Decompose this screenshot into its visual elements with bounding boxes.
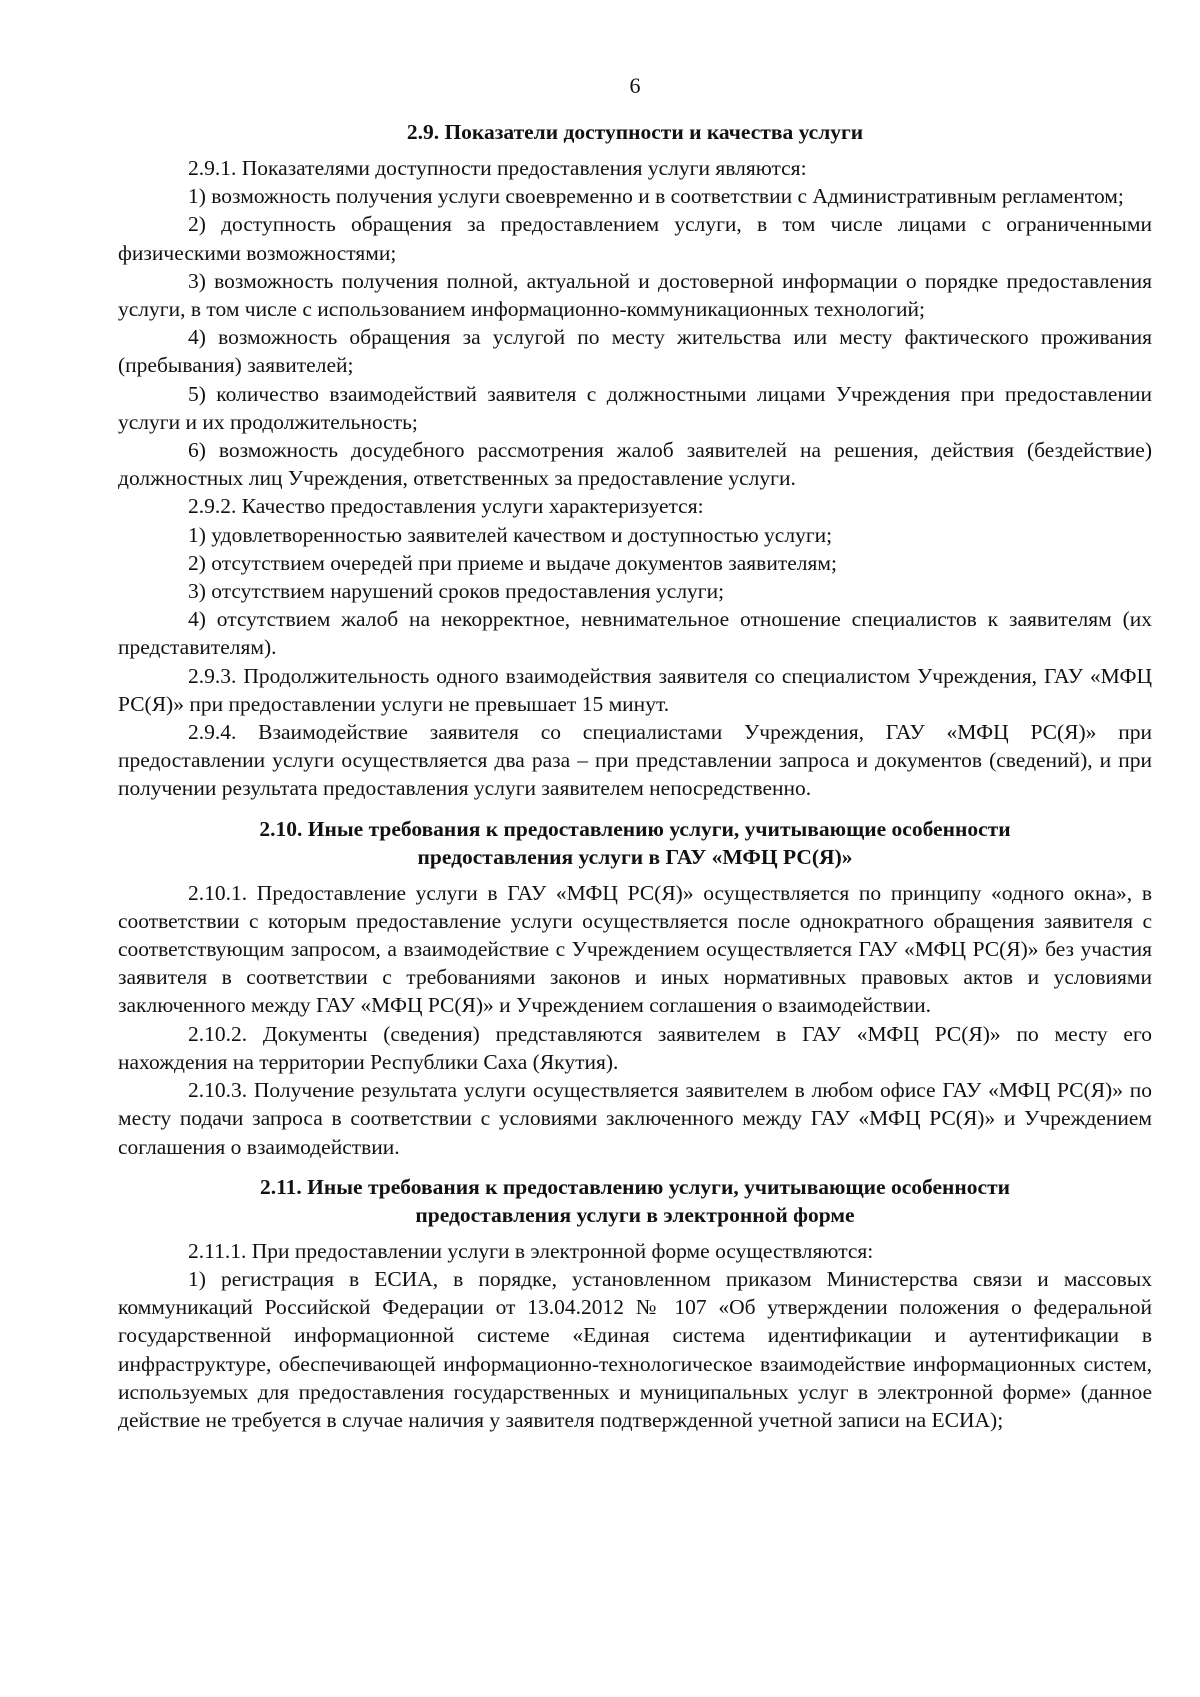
paragraph: 4) возможность обращения за услугой по месту жительства или месту фактического проживания (пребывания) заявителей; xyxy=(118,325,1152,378)
section-2-10 xyxy=(118,815,1152,1161)
section-title xyxy=(118,118,1152,146)
section-title-line: 2.10. Иные требования к предоставлению услуги, учитывающие особенности xyxy=(259,816,1011,841)
paragraph: 1) возможность получения услуги своевременно и в соответствии с Административным регламентом; xyxy=(188,184,1124,209)
paragraph: 5) количество взаимодействий заявителя с должностными лицами Учреждения при предоставлении услуги и их продолжительность; xyxy=(118,381,1152,434)
section-title-line: предоставления услуги в электронной форме xyxy=(415,1202,855,1227)
paragraph: 6) возможность досудебного рассмотрения жалоб заявителей на решения, действия (бездействие) должностных лиц Учреждения, ответственных за предоставление услуги. xyxy=(118,438,1152,491)
paragraph: 2.9.2. Качество предоставления услуги характеризуется: xyxy=(188,494,704,519)
section-2-11 xyxy=(118,1173,1152,1434)
paragraph: 2.9.1. Показателями доступности предоставления услуги являются: xyxy=(188,156,807,180)
paragraph: 2) доступность обращения за предоставлением услуги, в том числе лицами с ограниченными физическими возможностями; xyxy=(118,212,1152,265)
paragraph: 2.9.3. Продолжительность одного взаимодействия заявителя со специалистом Учреждения, ГАУ «МФЦ РС(Я)» при предоставлении услуги не превышает 15 минут. xyxy=(118,663,1152,716)
paragraph: 4) отсутствием жалоб на некорректное, невнимательное отношение специалистов к заявителям (их представителям). xyxy=(118,607,1152,660)
paragraph: 3) возможность получения полной, актуальной и достоверной информации о порядке предоставления услуги, в том числе с использованием информационно-коммуникационных технологий; xyxy=(118,268,1152,322)
section-title xyxy=(118,815,1152,871)
paragraph: 1) удовлетворенностью заявителей качеством и доступностью услуги; xyxy=(188,522,833,547)
document-page xyxy=(118,72,1152,1434)
paragraph: 2.10.3. Получение результата услуги осуществляется заявителем в любом офисе ГАУ «МФЦ РС(Я)» по месту подачи запроса в соответствии с условиями заключенного между ГАУ «МФЦ РС(Я)» и Учреждением соглашения о взаимодействии. xyxy=(118,1078,1152,1159)
section-2-9 xyxy=(118,118,1152,803)
section-title-line: предоставления услуги в ГАУ «МФЦ РС(Я)» xyxy=(417,844,853,869)
section-title xyxy=(118,1173,1152,1229)
paragraph: 2.10.2. Документы (сведения) представляются заявителем в ГАУ «МФЦ РС(Я)» по месту его нахождения на территории Республики Саха (Якутия). xyxy=(118,1021,1152,1074)
paragraph: 2) отсутствием очередей при приеме и выдаче документов заявителям; xyxy=(188,550,837,575)
paragraph: 1) регистрация в ЕСИА, в порядке, установленном приказом Министерства связи и массовых коммуникаций Российской Федерации от 13.04.2012 № 107 «Об утверждении положения о федеральной государственной информационной системе «Единая система идентификации и аутентификации в инфраструктуре, обеспечивающей информационно-технологическое взаимодействие информационных систем, используемых для предоставления государственных и муниципальных услуг в электронной форме» (данное действие не требуется в случае наличия у заявителя подтвержденной учетной записи на ЕСИА); xyxy=(118,1266,1152,1432)
paragraph: 2.11.1. При предоставлении услуги в электронной форме осуществляются: xyxy=(188,1238,874,1263)
paragraph: 3) отсутствием нарушений сроков предоставления услуги; xyxy=(188,579,725,604)
page-number: 6 xyxy=(629,73,641,98)
section-title-line: 2.9. Показатели доступности и качества услуги xyxy=(406,120,864,144)
paragraph: 2.10.1. Предоставление услуги в ГАУ «МФЦ РС(Я)» осуществляется по принципу «одного окна», в соответствии с которым предоставление услуги осуществляется после однократного обращения заявителя с соответствующим запросом, а взаимодействие с Учреждением осуществляется ГАУ «МФЦ РС(Я)» без участия заявителя в соответствии с требованиями законов и иных нормативных правовых актов и условиями заключенного между ГАУ «МФЦ РС(Я)» и Учреждением соглашения о взаимодействии. xyxy=(118,880,1152,1018)
paragraph: 2.9.4. Взаимодействие заявителя со специалистами Учреждения, ГАУ «МФЦ РС(Я)» при предоставлении услуги осуществляется два раза – при представлении запроса и документов (сведений), и при получении результата предоставления услуги заявителем непосредственно. xyxy=(118,720,1152,801)
section-title-line: 2.11. Иные требования к предоставлению услуги, учитывающие особенности xyxy=(259,1174,1011,1199)
